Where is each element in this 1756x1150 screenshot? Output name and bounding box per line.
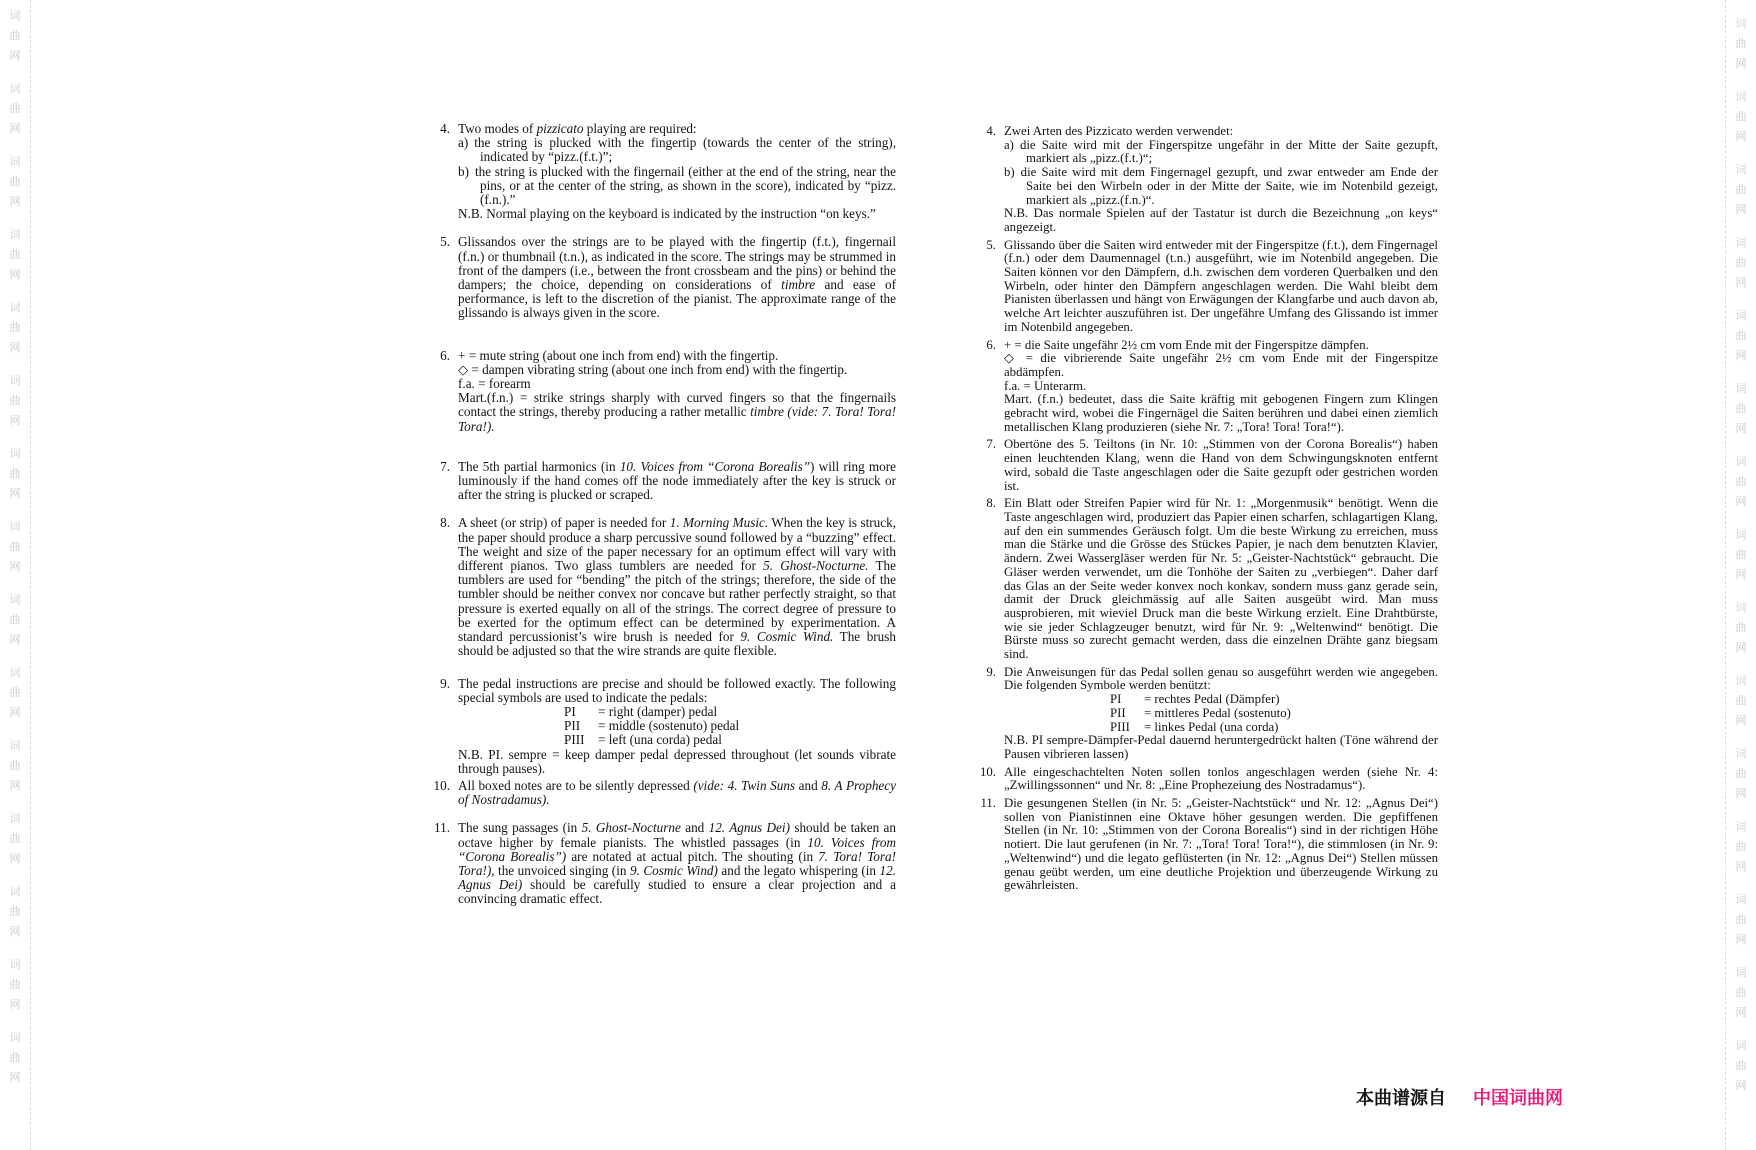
- watermark-character: 词: [1735, 456, 1747, 468]
- watermark-character: 词: [9, 886, 21, 898]
- watermark-character: 曲: [1735, 38, 1747, 50]
- instruction-item-english-5: [426, 235, 896, 320]
- item-paragraph: Die gesungenen Stellen (in Nr. 5: „Geister-Nachtstück“ und Nr. 12: „Agnus Dei“) sollen von Pianistinnen eine Oktave höher gesungen werden. Die gepfiffenen Stellen (in Nr. 10: „Stimmen von der Corona Borealis“) sind in der richtigen Höhe notiert. Die laut gerufenen (in Nr. 7: „Tora! Tora! Tora!“), die stimmlosen (in Nr. 9: „Weltenwind“) und die legato geflüsterten (in Nr. 12: „Agnus Dei“) Stellen müssen genau geübt werden, um eine deutliche Projektion und überzeugende Wirkung zu gewährleisten.: [1004, 796, 1438, 893]
- instruction-item-english-8: [426, 516, 896, 658]
- item-paragraph: Ein Blatt oder Streifen Papier wird für Nr. 1: „Morgenmusik“ benötigt. Wenn die Taste angeschlagen wird, produziert das Papier einen scharfen, schlagartigen Klang, auf den ein summendes Geräusch folgt. Um die beste Wirkung zu erreichen, muss man die Stärke und die Grösse des Stückes Papier, je nach dem benutzten Klavier, ändern. Zwei Wassergläser werden für Nr. 5: „Geister-Nachtstück“ gebraucht. Die Gläser werden verwendet, um die Tonhöhe der Saiten zu „verbiegen“. Daher darf das Glas an der Seite weder konvex noch konkav, sondern muss ganz gerade sein, damit der Druck gleichmässig auf alle Saiten ausgeübt wird. Man muss ausprobieren, mit wieviel Druck man die beste Wirkung erzielt. Eine Drahtbürste, wie sie jeder Schlagzeuger benutzt, wird für Nr. 9: „Weltenwind“ benötigt. Die Bürste muss so zurecht gemacht werden, dass die einzelnen Drähte ganz biegsam sind.: [1004, 496, 1438, 662]
- item-body: [458, 779, 896, 807]
- item-body: [1004, 766, 1438, 793]
- watermark-character: 网: [1735, 131, 1747, 143]
- watermark-text-group: [1726, 160, 1756, 220]
- item-number: 6.: [440, 347, 450, 363]
- instruction-item-german-5: [972, 239, 1438, 335]
- watermark-character: 词: [9, 229, 21, 241]
- instruction-item-english-9: [426, 677, 896, 776]
- watermark-character: 曲: [9, 906, 21, 918]
- instruction-item-german-8: [972, 497, 1438, 661]
- item-paragraph: N.B. PI sempre-Dämpfer-Pedal dauernd heruntergedrückt halten (Töne während der Pausen vibrieren lassen): [1004, 733, 1438, 761]
- item-body: [1004, 497, 1438, 661]
- watermark-character: 词: [9, 10, 21, 22]
- watermark-character: 曲: [1735, 476, 1747, 488]
- watermark-character: 曲: [1735, 841, 1747, 853]
- watermark-character: 曲: [9, 541, 21, 553]
- watermark-text-group: [0, 882, 30, 942]
- item-paragraph: The pedal instructions are precise and should be followed exactly. The following special symbols are used to indicate the pedals:: [458, 675, 896, 705]
- item-body: [1004, 438, 1438, 493]
- watermark-text-group: [1726, 1036, 1756, 1096]
- attribution-site-name: 中国词曲网: [1473, 1088, 1564, 1108]
- watermark-text-group: [0, 955, 30, 1015]
- watermark-character: 网: [9, 853, 21, 865]
- watermark-text-group: [1726, 452, 1756, 512]
- item-paragraph: ◇ = dampen vibrating string (about one inch from end) with the fingertip.: [458, 361, 848, 377]
- item-number: 7.: [986, 437, 996, 452]
- item-body: [458, 349, 896, 434]
- pedal-symbol: PIII: [564, 732, 585, 748]
- watermark-text-group: [1726, 306, 1756, 366]
- pedal-symbol: PIII: [1110, 719, 1130, 734]
- item-body: [458, 460, 896, 503]
- instruction-item-english-4: [426, 122, 896, 221]
- item-paragraph: Mart. (f.n.) bedeutet, dass die Saite kräftig mit gebogenen Fingern zum Klingen gebracht wird, wobei die Fingernägel die Saiten berühren und dabei einen ziemlich metallischen Klang produzieren (siehe Nr. 7: „Tora! Tora! Tora!“).: [1004, 392, 1438, 434]
- item-number: 5.: [986, 237, 996, 252]
- sub-item-a: a) die Saite wird mit der Fingerspitze ungefähr in der Mitte der Saite gezupft, markiert als „pizz.(f.t.)“;: [1004, 137, 1438, 166]
- watermark-character: 网: [1735, 861, 1747, 873]
- watermark-character: 词: [1735, 1040, 1747, 1052]
- watermark-character: 曲: [9, 30, 21, 42]
- watermark-text-group: [0, 371, 30, 431]
- item-body: [1004, 339, 1438, 435]
- watermark-character: 网: [1735, 642, 1747, 654]
- pedal-symbol-line: PII = middle (sostenuto) pedal: [564, 718, 740, 734]
- watermark-character: 曲: [9, 979, 21, 991]
- watermark-text-group: [0, 809, 30, 869]
- pedal-symbol: PI: [1110, 692, 1122, 707]
- watermark-character: 曲: [1735, 1060, 1747, 1072]
- watermark-text-group: [1726, 598, 1756, 658]
- watermark-text-group: [0, 79, 30, 139]
- watermark-character: 网: [1735, 934, 1747, 946]
- item-number: 4.: [440, 121, 450, 136]
- watermark-text-group: [1726, 14, 1756, 74]
- watermark-text-group: [1726, 87, 1756, 147]
- watermark-character: 曲: [1735, 768, 1747, 780]
- watermark-character: 词: [1735, 91, 1747, 103]
- source-attribution: [1356, 1084, 1563, 1110]
- german-instructions-column: [972, 125, 1438, 893]
- pedal-symbol: PII: [1110, 705, 1126, 720]
- watermark-text-group: [0, 152, 30, 212]
- item-body: [458, 122, 896, 221]
- english-instructions-column: [426, 122, 896, 907]
- watermark-character: 曲: [1735, 111, 1747, 123]
- watermark-character: 曲: [9, 833, 21, 845]
- item-number: 11.: [434, 820, 450, 836]
- sub-item-label: b): [458, 163, 469, 179]
- watermark-character: 词: [9, 448, 21, 460]
- watermark-character: 网: [1735, 1007, 1747, 1019]
- watermark-character: 词: [1735, 164, 1747, 176]
- right-watermark-strip: [1725, 0, 1756, 1150]
- watermark-character: 网: [9, 707, 21, 719]
- item-body: [1004, 797, 1438, 893]
- pedal-symbol-line: PI = rechtes Pedal (Dämpfer): [1110, 692, 1280, 707]
- watermark-text-group: [1726, 890, 1756, 950]
- watermark-character: 网: [9, 196, 21, 208]
- watermark-character: 曲: [9, 176, 21, 188]
- watermark-character: 词: [1735, 237, 1747, 249]
- watermark-character: 网: [1735, 569, 1747, 581]
- left-watermark-strip: [0, 0, 31, 1150]
- item-paragraph: All boxed notes are to be silently depressed (vide: 4. Twin Suns and 8. A Prophecy of Nostradamus).: [458, 777, 896, 808]
- instruction-item-german-11: [972, 797, 1438, 893]
- watermark-text-group: [0, 1028, 30, 1088]
- item-paragraph: Alle eingeschachtelten Noten sollen tonlos angeschlagen werden (siehe Nr. 4: „Zwillingssonnen“ und Nr. 8: „Eine Prophezeiung des Nostradamus“).: [1004, 764, 1438, 793]
- item-paragraph: The sung passages (in 5. Ghost-Nocturne and 12. Agnus Dei) should be taken an octave higher by female pianists. The whistled passages (in 10. Voices from “Corona Borealis”) are notated at actual pitch. The shouting (in 7. Tora! Tora! Tora!), the unvoiced singing (in 9. Cosmic Wind) and the legato whispering (in 12. Agnus Dei) should be carefully studied to ensure a clear projection and a convincing dramatic effect.: [458, 820, 897, 907]
- watermark-text-group: [1726, 379, 1756, 439]
- watermark-character: 词: [1735, 18, 1747, 30]
- item-paragraph: Die Anweisungen für das Pedal sollen genau so ausgeführt werden wie angegeben. Die folgenden Symbole werden benützt:: [1004, 664, 1438, 693]
- watermark-character: 词: [1735, 675, 1747, 687]
- watermark-text-group: [0, 736, 30, 796]
- sub-item-b: b) die Saite wird mit dem Fingernagel gezupft, und zwar entweder am Ende der Saite bei den Wirbeln oder in der Mitte der Saite, wie im Notenbild gezeigt, markiert als „pizz.(f.n.)“.: [1004, 165, 1438, 207]
- item-paragraph: Glissando über die Saiten wird entweder mit der Fingerspitze (f.t.), dem Fingernagel (f.n.) oder dem Daumennagel (t.n.) ausgeführt, wie im Notenbild angegeben. Die Saiten können vor den Dämpfern, d.h. zwischen dem vorderen Querbalken und den Wirbeln, oder hinter den Dämpfern angeschlagen werden. Die Wahl bleibt dem Pianisten überlassen und hängt von Erwägungen der Klangfarbe und auch davon ab, welche Art leichter auszuführen ist. Der ungefähre Umfang des Glissando ist immer im Notenbild angegeben.: [1004, 237, 1438, 334]
- watermark-character: 词: [1735, 967, 1747, 979]
- watermark-character: 网: [1735, 496, 1747, 508]
- item-paragraph: Two modes of pizzicato playing are required:: [458, 121, 697, 136]
- item-number: 5.: [440, 234, 450, 250]
- item-number: 7.: [440, 458, 450, 474]
- item-paragraph: The 5th partial harmonics (in 10. Voices from “Corona Borealis”) will ring more luminously if the hand comes off the node immediately after the key is struck or after the string is plucked or scraped.: [458, 458, 897, 503]
- item-paragraph: N.B. PI. sempre = keep damper pedal depressed throughout (let sounds vibrate through pauses).: [458, 746, 896, 776]
- watermark-character: 网: [9, 999, 21, 1011]
- item-paragraph: A sheet (or strip) of paper is needed for 1. Morning Music. When the key is struck, the paper should produce a sharp percussive sound followed by a “buzzing” effect. The weight and size of the paper necessary for an optimum effect will vary with different pianos. Two glass tumblers are needed for 5. Ghost-Nocturne. The tumblers are used for “bending” the pitch of the strings; therefore, the side of the tumbler should be neither convex nor concave but rather perfectly straight, so that pressure is exerted equally on all of the strings. The correct degree of pressure to be exerted for the optimum effect can be determined by experimentation. A standard percussionist’s wire brush is needed for 9. Cosmic Wind. The brush should be adjusted so that the wire strands are quite flexible.: [458, 515, 896, 659]
- watermark-character: 网: [9, 488, 21, 500]
- watermark-character: 曲: [9, 322, 21, 334]
- watermark-character: 曲: [9, 1052, 21, 1064]
- watermark-character: 网: [9, 50, 21, 62]
- watermark-text-group: [0, 590, 30, 650]
- item-paragraph: N.B. Normal playing on the keyboard is indicated by the instruction “on keys.”: [458, 206, 876, 222]
- instruction-item-german-9: [972, 666, 1438, 762]
- watermark-text-group: [1726, 233, 1756, 293]
- sub-item-label: a): [458, 135, 469, 151]
- watermark-character: 词: [9, 1032, 21, 1044]
- watermark-character: 曲: [9, 249, 21, 261]
- item-paragraph: + = mute string (about one inch from end) with the fingertip.: [458, 347, 779, 363]
- watermark-character: 词: [1735, 602, 1747, 614]
- pedal-symbol-line: PIII = left (una corda) pedal: [564, 732, 722, 748]
- item-number: 8.: [440, 515, 450, 531]
- watermark-character: 词: [9, 83, 21, 95]
- instruction-item-german-6: [972, 339, 1438, 435]
- sub-item-label: a): [1004, 137, 1014, 152]
- instruction-item-english-6: [426, 349, 896, 434]
- watermark-character: 词: [9, 302, 21, 314]
- item-paragraph: Obertöne des 5. Teiltons (in Nr. 10: „Stimmen von der Corona Borealis“) haben einen leuchtenden Klang, wenn die Hand von dem Schwingungsknoten entfernt wird, sobald die Taste angeschlagen oder die Saite gezupft oder gestrichen worden ist.: [1004, 437, 1438, 493]
- item-body: [458, 516, 896, 658]
- item-number: 6.: [986, 337, 996, 352]
- watermark-character: 曲: [1735, 184, 1747, 196]
- item-paragraph: + = die Saite ungefähr 2½ cm vom Ende mit der Fingerspitze dämpfen.: [1004, 337, 1369, 352]
- watermark-character: 曲: [1735, 257, 1747, 269]
- sub-item-label: b): [1004, 165, 1015, 180]
- sub-item-b: b) the string is plucked with the fingernail (either at the end of the string, near the pins, or at the center of the string, as shown in the score), indicated by “pizz.(f.n.).”: [458, 163, 896, 208]
- watermark-character: 曲: [1735, 403, 1747, 415]
- watermark-text-group: [0, 663, 30, 723]
- item-paragraph: Glissandos over the strings are to be played with the fingertip (f.t.), fingernail (f.n.) or thumbnail (t.n.), as indicated in the score. The strings may be strummed in front of the dampers (i.e., between the front crossbeam and the pins) or behind the dampers; the choice, depending on considerations of timbre and ease of performance, is left to the discretion of the pianist. The approximate range of the glissando is always given in the score.: [458, 234, 896, 321]
- watermark-character: 词: [9, 740, 21, 752]
- watermark-character: 网: [1735, 58, 1747, 70]
- watermark-character: 词: [9, 156, 21, 168]
- watermark-character: 网: [9, 634, 21, 646]
- watermark-character: 曲: [1735, 914, 1747, 926]
- item-number: 9.: [440, 675, 450, 691]
- watermark-character: 曲: [9, 614, 21, 626]
- watermark-character: 网: [9, 926, 21, 938]
- instruction-item-german-10: [972, 766, 1438, 793]
- watermark-character: 词: [1735, 894, 1747, 906]
- watermark-character: 网: [1735, 204, 1747, 216]
- watermark-character: 网: [9, 415, 21, 427]
- watermark-text-group: [1726, 671, 1756, 731]
- watermark-character: 词: [1735, 529, 1747, 541]
- item-paragraph: ◇ = die vibrierende Saite ungefähr 2½ cm vom Ende mit der Fingerspitze abdämpfen.: [1004, 351, 1438, 379]
- watermark-text-group: [0, 444, 30, 504]
- sub-item-a: a) the string is plucked with the fingertip (towards the center of the string), indicated by “pizz.(f.t.)”;: [458, 135, 896, 165]
- watermark-character: 词: [1735, 310, 1747, 322]
- watermark-character: 曲: [9, 468, 21, 480]
- watermark-text-group: [1726, 744, 1756, 804]
- pedal-symbol-line: PIII = linkes Pedal (una corda): [1110, 719, 1279, 734]
- item-body: [1004, 239, 1438, 335]
- watermark-character: 网: [1735, 350, 1747, 362]
- item-body: [1004, 666, 1438, 762]
- watermark-character: 网: [1735, 715, 1747, 727]
- attribution-prefix: 本曲谱源自: [1356, 1088, 1446, 1108]
- item-paragraph: Zwei Arten des Pizzicato werden verwendet:: [1004, 124, 1234, 138]
- watermark-character: 曲: [1735, 622, 1747, 634]
- watermark-text-group: [0, 298, 30, 358]
- watermark-character: 曲: [1735, 695, 1747, 707]
- watermark-character: 网: [1735, 1080, 1747, 1092]
- watermark-character: 曲: [1735, 549, 1747, 561]
- watermark-text-group: [1726, 817, 1756, 877]
- watermark-character: 词: [9, 813, 21, 825]
- item-body: [458, 235, 896, 320]
- pedal-symbol: PI: [564, 703, 576, 719]
- item-paragraph: f.a. = forearm: [458, 376, 531, 392]
- watermark-character: 网: [1735, 423, 1747, 435]
- item-paragraph: f.a. = Unterarm.: [1004, 378, 1087, 393]
- watermark-text-group: [1726, 963, 1756, 1023]
- watermark-character: 词: [1735, 383, 1747, 395]
- item-number: 4.: [986, 124, 996, 138]
- watermark-character: 网: [9, 269, 21, 281]
- pedal-symbol: PII: [564, 718, 581, 734]
- item-body: [458, 677, 896, 776]
- watermark-character: 曲: [1735, 330, 1747, 342]
- item-number: 11.: [980, 796, 996, 811]
- item-body: [1004, 125, 1438, 235]
- watermark-character: 曲: [9, 103, 21, 115]
- watermark-text-group: [0, 6, 30, 66]
- watermark-text-group: [0, 225, 30, 285]
- item-number: 10.: [980, 764, 996, 779]
- watermark-text-group: [0, 517, 30, 577]
- watermark-character: 网: [9, 1072, 21, 1084]
- instruction-item-english-10: [426, 779, 896, 807]
- watermark-character: 词: [9, 667, 21, 679]
- watermark-text-group: [1726, 525, 1756, 585]
- pedal-symbol-line: PI = right (damper) pedal: [564, 703, 718, 719]
- watermark-character: 词: [9, 521, 21, 533]
- watermark-character: 网: [9, 780, 21, 792]
- watermark-character: 网: [1735, 788, 1747, 800]
- watermark-character: 词: [9, 594, 21, 606]
- instruction-item-english-7: [426, 460, 896, 503]
- item-body: [458, 821, 896, 906]
- watermark-character: 网: [9, 123, 21, 135]
- item-paragraph: Mart.(f.n.) = strike strings sharply with curved fingers so that the fingernails contact the strings, thereby producing a rather metallic timbre (vide: 7. Tora! Tora! Tora!).: [458, 390, 896, 434]
- watermark-character: 网: [9, 561, 21, 573]
- watermark-character: 词: [1735, 748, 1747, 760]
- watermark-character: 词: [9, 375, 21, 387]
- watermark-character: 词: [1735, 821, 1747, 833]
- watermark-character: 曲: [1735, 987, 1747, 999]
- instruction-item-german-7: [972, 438, 1438, 493]
- watermark-character: 曲: [9, 687, 21, 699]
- watermark-character: 曲: [9, 395, 21, 407]
- watermark-character: 曲: [9, 760, 21, 772]
- item-number: 9.: [986, 664, 996, 679]
- instruction-item-english-11: [426, 821, 896, 906]
- watermark-character: 网: [9, 342, 21, 354]
- instruction-item-german-4: [972, 125, 1438, 235]
- watermark-character: 词: [9, 959, 21, 971]
- item-paragraph: N.B. Das normale Spielen auf der Tastatur ist durch die Bezeichnung „on keys“ angezeigt.: [1004, 206, 1438, 234]
- item-number: 8.: [986, 496, 996, 511]
- pedal-symbol-line: PII = mittleres Pedal (sostenuto): [1110, 705, 1291, 720]
- watermark-character: 网: [1735, 277, 1747, 289]
- item-number: 10.: [433, 777, 450, 793]
